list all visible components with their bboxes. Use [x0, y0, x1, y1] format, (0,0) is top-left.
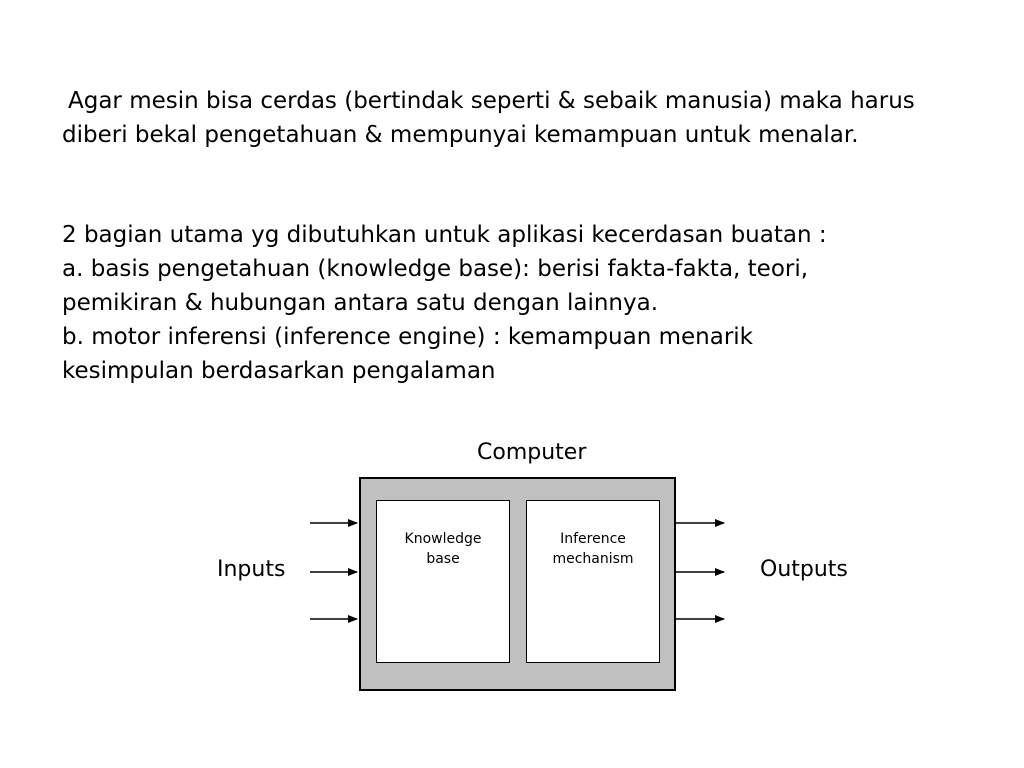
inputs-label: Inputs: [217, 557, 286, 582]
inference-label-line-1: Inference: [560, 531, 626, 547]
outputs-label: Outputs: [760, 557, 848, 582]
intro-line-1: Agar mesin bisa cerdas (bertindak seperti & sebaik manusia) maka harus: [68, 88, 915, 114]
knowledge-base-label-line-1: Knowledge: [404, 531, 482, 547]
components-line-3: pemikiran & hubungan antara satu dengan lainnya.: [62, 290, 659, 316]
computer-label: Computer: [477, 440, 587, 465]
components-line-2: a. basis pengetahuan (knowledge base): berisi fakta-fakta, teori,: [62, 256, 809, 282]
components-line-1: 2 bagian utama yg dibutuhkan untuk aplikasi kecerdasan buatan :: [62, 222, 827, 248]
inference-label-line-2: mechanism: [552, 551, 634, 567]
intro-line-2: diberi bekal pengetahuan & mempunyai kemampuan untuk menalar.: [62, 122, 859, 148]
components-line-5: kesimpulan berdasarkan pengalaman: [62, 358, 496, 384]
components-line-4: b. motor inferensi (inference engine) : kemampuan menarik: [62, 324, 753, 350]
knowledge-base-label-line-2: base: [426, 551, 460, 567]
